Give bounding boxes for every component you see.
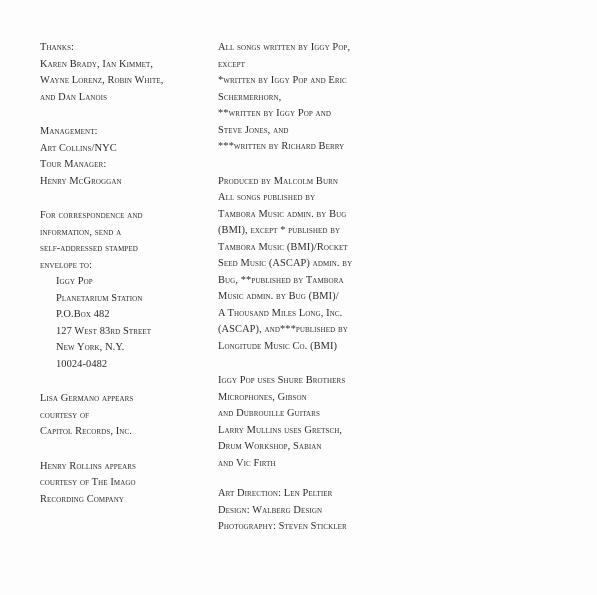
production-publishing-block: [218, 174, 408, 356]
publishing-line: Tambora Music admin. by Bug: [218, 208, 347, 220]
left-column: [40, 40, 210, 526]
equipment-line: Iggy Pop uses Shure Brothers: [218, 375, 346, 386]
management-line: Art Collins/NYC: [40, 142, 117, 154]
songwriting-block: [218, 40, 408, 156]
management-block: [40, 124, 210, 190]
art-credit-line: Design: Walberg Design: [218, 504, 323, 516]
songwriting-line: ***written by Richard Berry: [218, 141, 345, 152]
address-line: Iggy Pop: [56, 276, 93, 287]
credit-line: courtesy of: [40, 409, 90, 421]
equipment-line: Larry Mullins uses Gretsch,: [218, 424, 343, 436]
publishing-line: (ASCAP), and***published by: [218, 324, 348, 335]
publishing-line: Longitude Music Co. (BMI): [218, 340, 338, 352]
equipment-block: [218, 373, 408, 472]
publishing-line: Produced by Malcolm Burn: [218, 175, 339, 187]
songwriting-line: Schermerhorn,: [218, 91, 282, 103]
songwriting-line: All songs written by Iggy Pop,: [218, 42, 351, 53]
songwriting-line: except: [218, 58, 246, 70]
art-credit-line: Photography: Steven Stickler: [218, 521, 347, 532]
credit-line: Lisa Germano appears: [40, 393, 134, 404]
management-line: Management:: [40, 126, 98, 137]
art-credits-block: [218, 486, 408, 536]
credit-line: courtesy of The Imago: [40, 477, 136, 488]
thanks-line: Thanks:: [40, 42, 75, 53]
publishing-line: Bug, **published by Tambora: [218, 274, 344, 286]
thanks-line: and Dan Lanois: [40, 91, 108, 103]
correspondence-line: For correspondence and: [40, 210, 143, 221]
credit-line: Henry Rollins appears: [40, 460, 137, 472]
correspondence-line: information, send a: [40, 226, 122, 238]
credit-line: Capitol Records, Inc.: [40, 426, 132, 437]
equipment-line: Microphones, Gibson: [218, 391, 307, 403]
equipment-line: and Vic Firth: [218, 457, 276, 469]
correspondence-block: [40, 208, 210, 373]
lisa-germano-credit: [40, 391, 210, 441]
publishing-line: Music admin. by Bug (BMI)/: [218, 291, 339, 302]
equipment-line: and Dubrouille Guitars: [218, 408, 320, 419]
publishing-line: Tambora Music (BMI)/Rocket: [218, 241, 348, 253]
management-line: Tour Manager:: [40, 159, 107, 170]
thanks-line: Wayne Lorenz, Robin White,: [40, 75, 164, 86]
right-column: [218, 40, 408, 554]
credit-line: Recording Company: [40, 493, 125, 505]
thanks-line: Karen Brady, Ian Kimmet,: [40, 58, 154, 70]
publishing-line: A Thousand Miles Long, Inc.: [218, 307, 343, 319]
address-line: P.O.Box 482: [56, 309, 110, 320]
publishing-line: Seed Music (ASCAP) admin. by: [218, 258, 353, 269]
songwriting-line: Steve Jones, and: [218, 124, 289, 136]
henry-rollins-credit: [40, 459, 210, 509]
equipment-line: Drum Workshop, Sabian: [218, 441, 322, 452]
correspondence-line: self-addressed stamped: [40, 243, 138, 254]
address-line: 127 West 83rd Street: [56, 325, 152, 337]
management-line: Henry McGroggan: [40, 175, 122, 187]
address-line: New York, N.Y.: [56, 342, 125, 353]
address-line: 10024-0482: [56, 358, 108, 370]
publishing-line: (BMI), except * published by: [218, 225, 341, 236]
thanks-block: [40, 40, 210, 106]
correspondence-line: envelope to:: [40, 259, 93, 271]
songwriting-line: **written by Iggy Pop and: [218, 108, 332, 119]
address-line: Planetarium Station: [56, 292, 143, 304]
songwriting-line: *written by Iggy Pop and Eric: [218, 75, 347, 86]
publishing-line: All songs published by: [218, 192, 316, 203]
art-credit-line: Art Direction: Len Peltier: [218, 488, 333, 499]
